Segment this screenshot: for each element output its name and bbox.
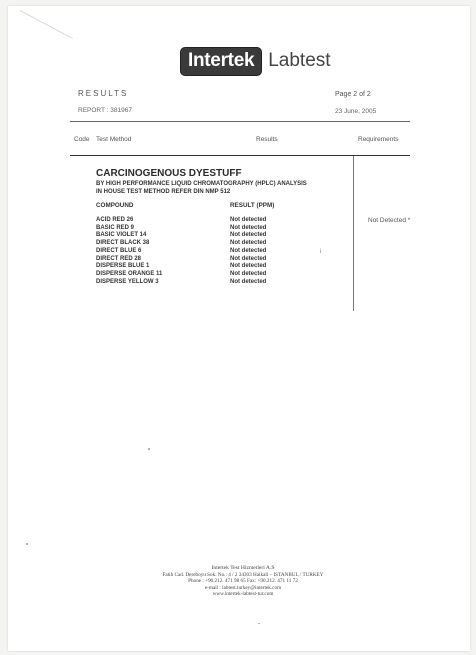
logo-suffix: Labtest [268, 50, 331, 71]
col-code-header: Code [74, 136, 90, 143]
compound-list [96, 217, 162, 286]
result-column-header: RESULT (PPM) [230, 202, 275, 209]
compound-name: ACID RED 26 [96, 217, 134, 223]
footer-email: e-mail : labtest.turkey@intertek.com [204, 584, 282, 591]
header-divider-bottom [70, 155, 410, 156]
footer-phone: Phone : +90.212. 471 98 65 Fax: +90.212. 471 11 72 [188, 578, 298, 585]
compound-name: BASIC VIOLET 14 [96, 232, 147, 239]
compound-name: DIRECT BLACK 38 [96, 240, 150, 247]
result-value: Not detected [230, 255, 267, 262]
stray-mark: i [320, 249, 322, 255]
footer-company: Intertek Test Hizmetleri A.S [211, 565, 275, 571]
result-value: Not detected [230, 247, 267, 254]
compound-column-header: COMPOUND [96, 202, 134, 209]
compound-name: DIRECT BLUE 6 [96, 247, 142, 254]
page-number: Page 2 of 2 [335, 91, 371, 98]
result-value: Not detected [230, 217, 267, 223]
compound-name: DISPERSE YELLOW 3 [96, 278, 159, 285]
col-test-method-header: Test Method [96, 136, 132, 143]
result-value: Not detected [230, 278, 267, 285]
scan-speck [148, 448, 150, 450]
result-value: Not detected [230, 224, 267, 231]
section-subtitle-method: BY HIGH PERFORMANCE LIQUID CHROMATOGRAPHY (HPLC) ANALYSIS [96, 181, 307, 187]
footer-address-block [98, 565, 388, 598]
footer-address: Fatih Cad. Dereboyu Sok. No.: 4 / 2 34303 Halkali – ISTANBUL / TURKEY [162, 571, 324, 578]
result-list [230, 217, 266, 286]
logo-brand: Intertek [180, 47, 262, 76]
results-heading: RESULTS [78, 89, 129, 98]
section-subtitle-standard: IN HOUSE TEST METHOD REFER DIN NMP 512 [96, 189, 231, 195]
report-date: 23 June, 2005 [335, 108, 377, 115]
result-value: Not detected [230, 240, 267, 247]
col-results-header: Results [256, 136, 278, 143]
header-divider-top [70, 121, 410, 122]
compound-name: DISPERSE BLUE 1 [96, 263, 150, 270]
scan-speck [26, 543, 28, 545]
requirements-column-line [353, 156, 354, 311]
result-value: Not detected [230, 270, 267, 277]
intertek-logo [180, 46, 331, 76]
result-value: Not detected [230, 232, 267, 239]
compound-name: DISPERSE ORANGE 11 [96, 270, 163, 277]
scan-speck [258, 623, 260, 624]
paper-fold-mark [1, 10, 73, 74]
result-value: Not detected [230, 263, 267, 270]
document-page [8, 6, 470, 651]
requirement-value: Not Detected * [368, 217, 411, 224]
compound-name: DIRECT RED 28 [96, 255, 142, 262]
compound-name: BASIC RED 9 [96, 224, 135, 231]
col-requirements-header: Requirements [358, 136, 399, 143]
report-number: REPORT : 381967 [78, 107, 132, 114]
footer-web: www.intertek-labtest-tur.com [212, 591, 274, 598]
section-title: CARCINOGENOUS DYESTUFF [96, 168, 242, 179]
